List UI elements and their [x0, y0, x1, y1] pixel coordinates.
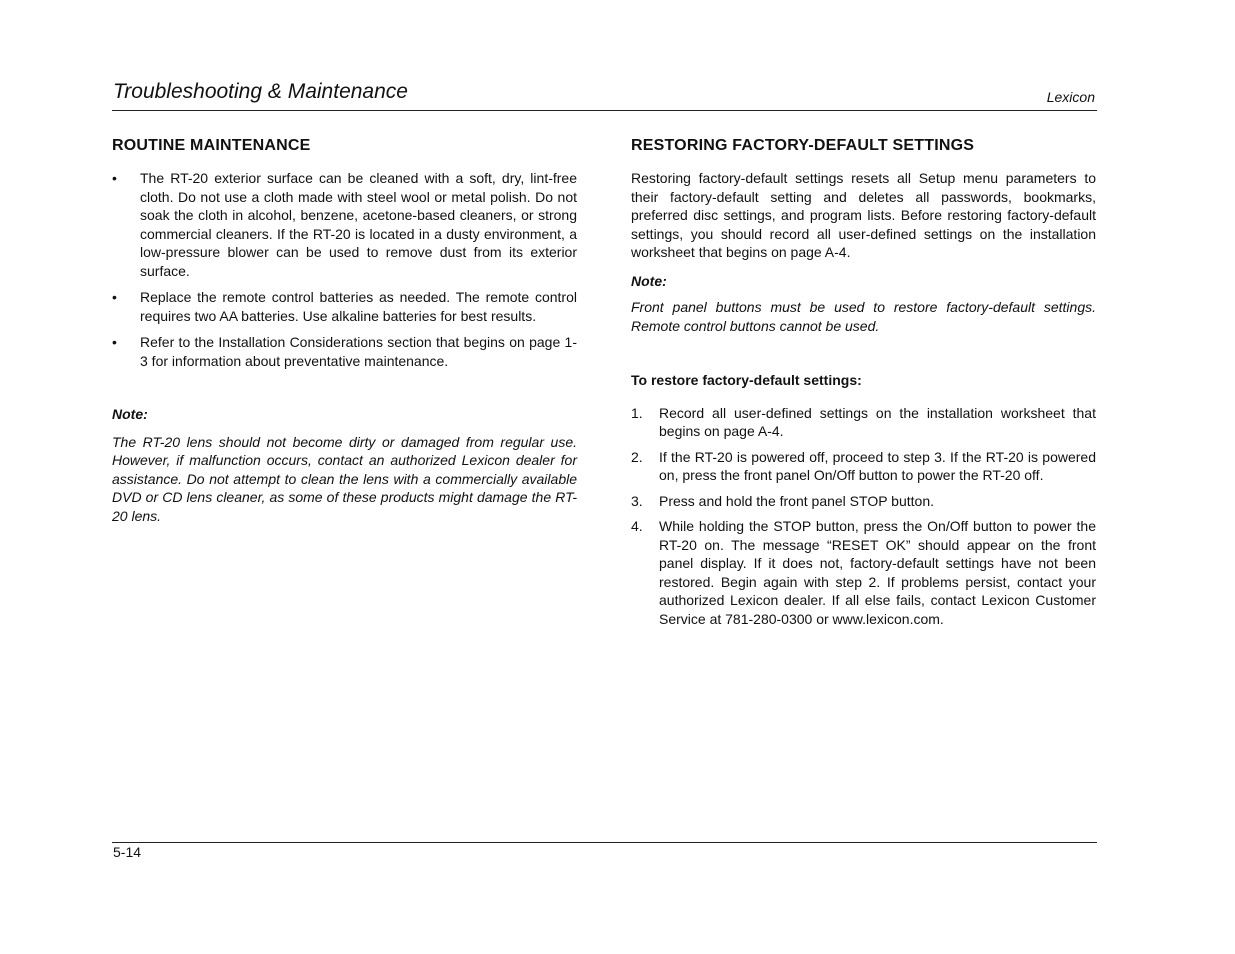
- step-text: Press and hold the front panel STOP button.: [659, 492, 934, 509]
- list-item-text: Refer to the Installation Considerations section that begins on page 1-3 for information about preventative maintenance.: [140, 334, 577, 369]
- step-item: [631, 404, 1096, 441]
- step-item: [631, 517, 1096, 628]
- procedure-steps: [631, 404, 1096, 629]
- list-item-text: Replace the remote control batteries as needed. The remote control requires two AA batteries. Use alkaline batteries for best results.: [140, 289, 577, 324]
- bullet-icon: •: [112, 334, 117, 350]
- page-number: 5-14: [113, 844, 142, 860]
- note-label: Note:: [631, 272, 667, 289]
- step-text: Record all user-defined settings on the installation worksheet that begins on page A-4.: [659, 404, 1096, 439]
- step-item: [631, 448, 1096, 485]
- page-title: Troubleshooting & Maintenance: [113, 80, 408, 103]
- list-item: [112, 333, 577, 370]
- step-number: 3.: [631, 492, 643, 509]
- step-item: [631, 492, 1096, 511]
- routine-maintenance-section: [112, 137, 577, 525]
- list-item-text: The RT-20 exterior surface can be cleaned with a soft, dry, lint-free cloth. Do not use a cloth made with steel wool or metal polish. Do not soak the cloth in alcohol, benzene, acetone-based cleaners, or strong commercial cleaners. If the RT-20 is located in a dusty environment, a low-pressure blower can be used to remove dust from its exterior surface.: [140, 170, 577, 279]
- step-number: 2.: [631, 448, 643, 465]
- footer-divider: [112, 842, 1097, 843]
- note-text: Front panel buttons must be used to restore factory-default settings. Remote control buttons cannot be used.: [631, 299, 1096, 334]
- section-heading-routine-maintenance: ROUTINE MAINTENANCE: [112, 137, 311, 154]
- list-item: [112, 169, 577, 280]
- list-item: [112, 288, 577, 325]
- note-text: The RT-20 lens should not become dirty or damaged from regular use. However, if malfunction occurs, contact an authorized Lexicon dealer for assistance. Do not attempt to clean the lens with a commercially available DVD or CD lens cleaner, as some of these products might damage the RT-20 lens.: [112, 433, 577, 524]
- brand-name: Lexicon: [1046, 89, 1095, 105]
- step-text: If the RT-20 is powered off, proceed to step 3. If the RT-20 is powered on, press the front panel On/Off button to power the RT-20 off.: [659, 448, 1096, 483]
- restoring-defaults-section: [631, 137, 1096, 635]
- intro-paragraph: Restoring factory-default settings resets all Setup menu parameters to their factory-default setting and deletes all passwords, bookmarks, preferred disc settings, and program lists. Before restoring factory-default settings, you should record all user-defined settings on the installation worksheet that begins on page A-4.: [631, 170, 1096, 260]
- step-text: While holding the STOP button, press the On/Off button to power the RT-20 on. The message “RESET OK” should appear on the front panel display. If it does not, factory-default settings have not been restored. Begin again with step 2. If problems persist, contact your authorized Lexicon dealer. If all else fails, contact Lexicon Customer Service at 781-280-0300 or www.lexicon.com.: [659, 518, 1096, 627]
- header-divider: [112, 110, 1097, 111]
- bullet-icon: •: [112, 170, 117, 186]
- procedure-title: To restore factory-default settings:: [631, 372, 862, 388]
- step-number: 4.: [631, 518, 643, 534]
- step-number: 1.: [631, 404, 643, 421]
- bullet-icon: •: [112, 289, 117, 305]
- section-heading-restoring-defaults: RESTORING FACTORY-DEFAULT SETTINGS: [631, 137, 975, 154]
- note-label: Note:: [112, 406, 148, 422]
- maintenance-bullet-list: [112, 169, 577, 370]
